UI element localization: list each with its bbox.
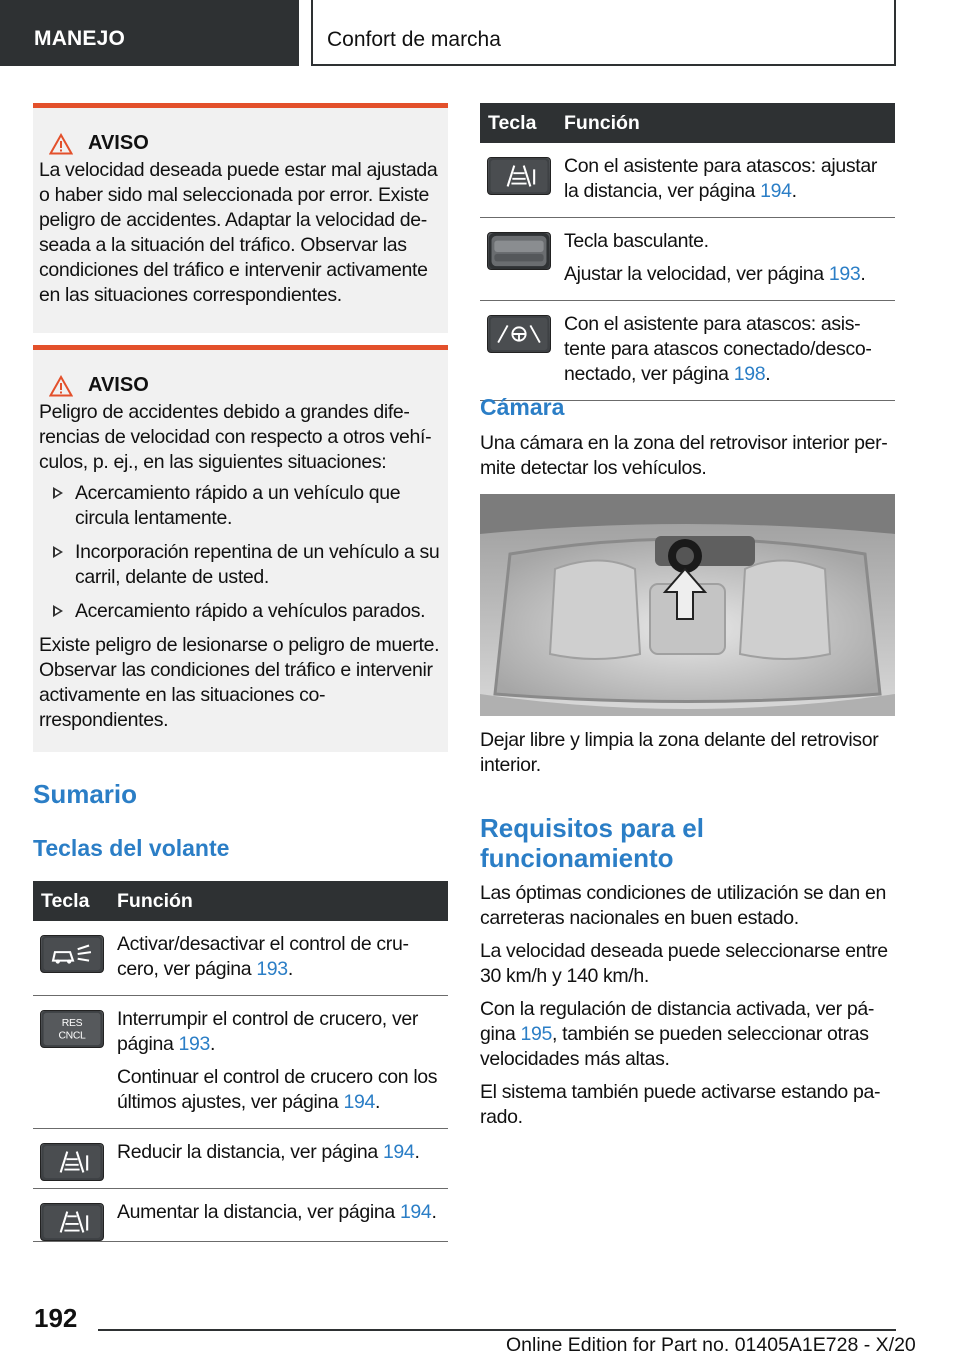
page-link[interactable]: 194 xyxy=(399,1201,432,1223)
table-row: Con el asistente para atascos: ajustar la distancia, ver página 194. xyxy=(480,143,895,218)
warning-box-speed-difference xyxy=(33,345,448,752)
svg-text:RES: RES xyxy=(61,1018,83,1030)
page-link[interactable]: 194 xyxy=(760,180,792,202)
column-header-function: Función xyxy=(117,881,448,921)
page-link[interactable]: 198 xyxy=(733,363,766,385)
warning-triangle-icon xyxy=(49,375,73,397)
page-link[interactable]: 194 xyxy=(343,1091,375,1113)
table-row: Con el asistente para atascos: asistente para atascos conectado/desconectado, ver página 198. xyxy=(480,301,895,401)
page-link[interactable]: 194 xyxy=(382,1141,415,1163)
chapter-title: Confort de marcha xyxy=(327,28,501,51)
bullet-triangle-icon xyxy=(53,487,63,499)
warning-title: AVISO xyxy=(88,132,149,154)
table-row: Tecla basculante. Ajustar la velocidad, ver página 193. xyxy=(480,218,895,301)
section-heading-sumario: Sumario xyxy=(33,779,138,809)
car-interior-illustration xyxy=(480,494,895,716)
column-header-key: Tecla xyxy=(480,103,564,143)
warning-triangle-icon xyxy=(49,133,73,155)
warning-list xyxy=(39,481,440,624)
footer-divider xyxy=(98,1329,896,1331)
traffic-jam-keys-table xyxy=(480,103,895,401)
distance-increase-icon xyxy=(40,1203,104,1241)
column-header-function: Función xyxy=(564,103,895,143)
rocker-switch-icon xyxy=(487,232,551,270)
table-row: Activar/desactivar el control de crucero, ver página 193. xyxy=(33,921,448,996)
section-tab xyxy=(0,0,299,66)
table-row: RES CNCL Interrumpir el control de crucero, ver página 193. Continuar el control de crucero con los últimos ajustes, ver página 194. xyxy=(33,996,448,1129)
table-header-row xyxy=(33,881,448,921)
svg-text:CNCL: CNCL xyxy=(58,1030,86,1042)
requisitos-text: Las óptimas condiciones de utilización se dan en carreteras nacionales en buen estado. La velocidad deseada puede seleccionarse entre 30 km/h y 140 km/h. Con la regulación de distancia activada, ver página 195, también se pueden seleccionar otras velocidades más altas. El sistema también puede activarse estando parado. xyxy=(480,882,888,1128)
section-heading-camara: Cámara xyxy=(480,394,565,420)
table-row: Reducir la distancia, ver página 194. xyxy=(33,1129,448,1189)
table-row: Aumentar la distancia, ver página 194. xyxy=(33,1189,448,1242)
res-cncl-button xyxy=(40,1010,104,1048)
page-link[interactable]: 195 xyxy=(520,1023,553,1045)
page-number: 192 xyxy=(34,1303,78,1333)
page-link[interactable]: 193 xyxy=(256,958,288,980)
bullet-triangle-icon xyxy=(53,546,63,558)
warning-outro: Existe peligro de lesionarse o peligro de muerte. Observar las condiciones del tráfico e intervenir activamente en las situaciones correspondientes. xyxy=(39,634,440,731)
column-header-key: Tecla xyxy=(33,881,117,921)
section-title: MANEJO xyxy=(34,27,126,50)
list-item: Incorporación repentina de un vehículo a su carril, delante de usted. xyxy=(39,540,440,590)
camera-photo xyxy=(480,494,895,716)
table-header-row xyxy=(480,103,895,143)
bullet-triangle-icon xyxy=(53,605,63,617)
footer-edition: Online Edition for Part no. 01405A1E728 - X/20 xyxy=(506,1334,916,1356)
chapter-tab xyxy=(311,0,896,66)
distance-decrease-icon xyxy=(40,1143,104,1181)
warning-text: La velocidad deseada puede estar mal ajustada o haber sido mal seleccionada por error. Existe peligro de accidentes. Adaptar la velocidad deseada a la situación del tráfico. Observar las condiciones del tráfico e intervenir activamente en las situaciones correspondientes. xyxy=(39,159,438,306)
steering-wheel-keys-table xyxy=(33,881,448,1242)
subsection-heading-teclas: Teclas del volante xyxy=(33,835,230,861)
warning-intro: Peligro de accidentes debido a grandes diferencias de velocidad con respecto a otros vehículos, p. ej., en las siguientes situaciones: xyxy=(39,401,432,473)
camara-description: Una cámara en la zona del retrovisor interior permite detectar los vehículos. xyxy=(480,432,888,479)
section-heading-requisitos: Requisitos para el funcionamiento xyxy=(480,813,704,873)
page-link[interactable]: 193 xyxy=(178,1033,211,1055)
traffic-jam-distance-icon xyxy=(487,157,551,195)
camera-caption: Dejar libre y limpia la zona delante del retrovisor interior. xyxy=(480,729,879,776)
warning-title: AVISO xyxy=(88,374,149,396)
page-link[interactable]: 193 xyxy=(828,263,861,285)
list-item: Acercamiento rápido a un vehículo que circula lentamente. xyxy=(39,481,440,531)
cruise-control-icon xyxy=(40,935,104,973)
traffic-jam-assistant-icon xyxy=(487,315,551,353)
warning-box-speed xyxy=(33,103,448,333)
list-item: Acercamiento rápido a vehículos parados. xyxy=(39,599,440,624)
